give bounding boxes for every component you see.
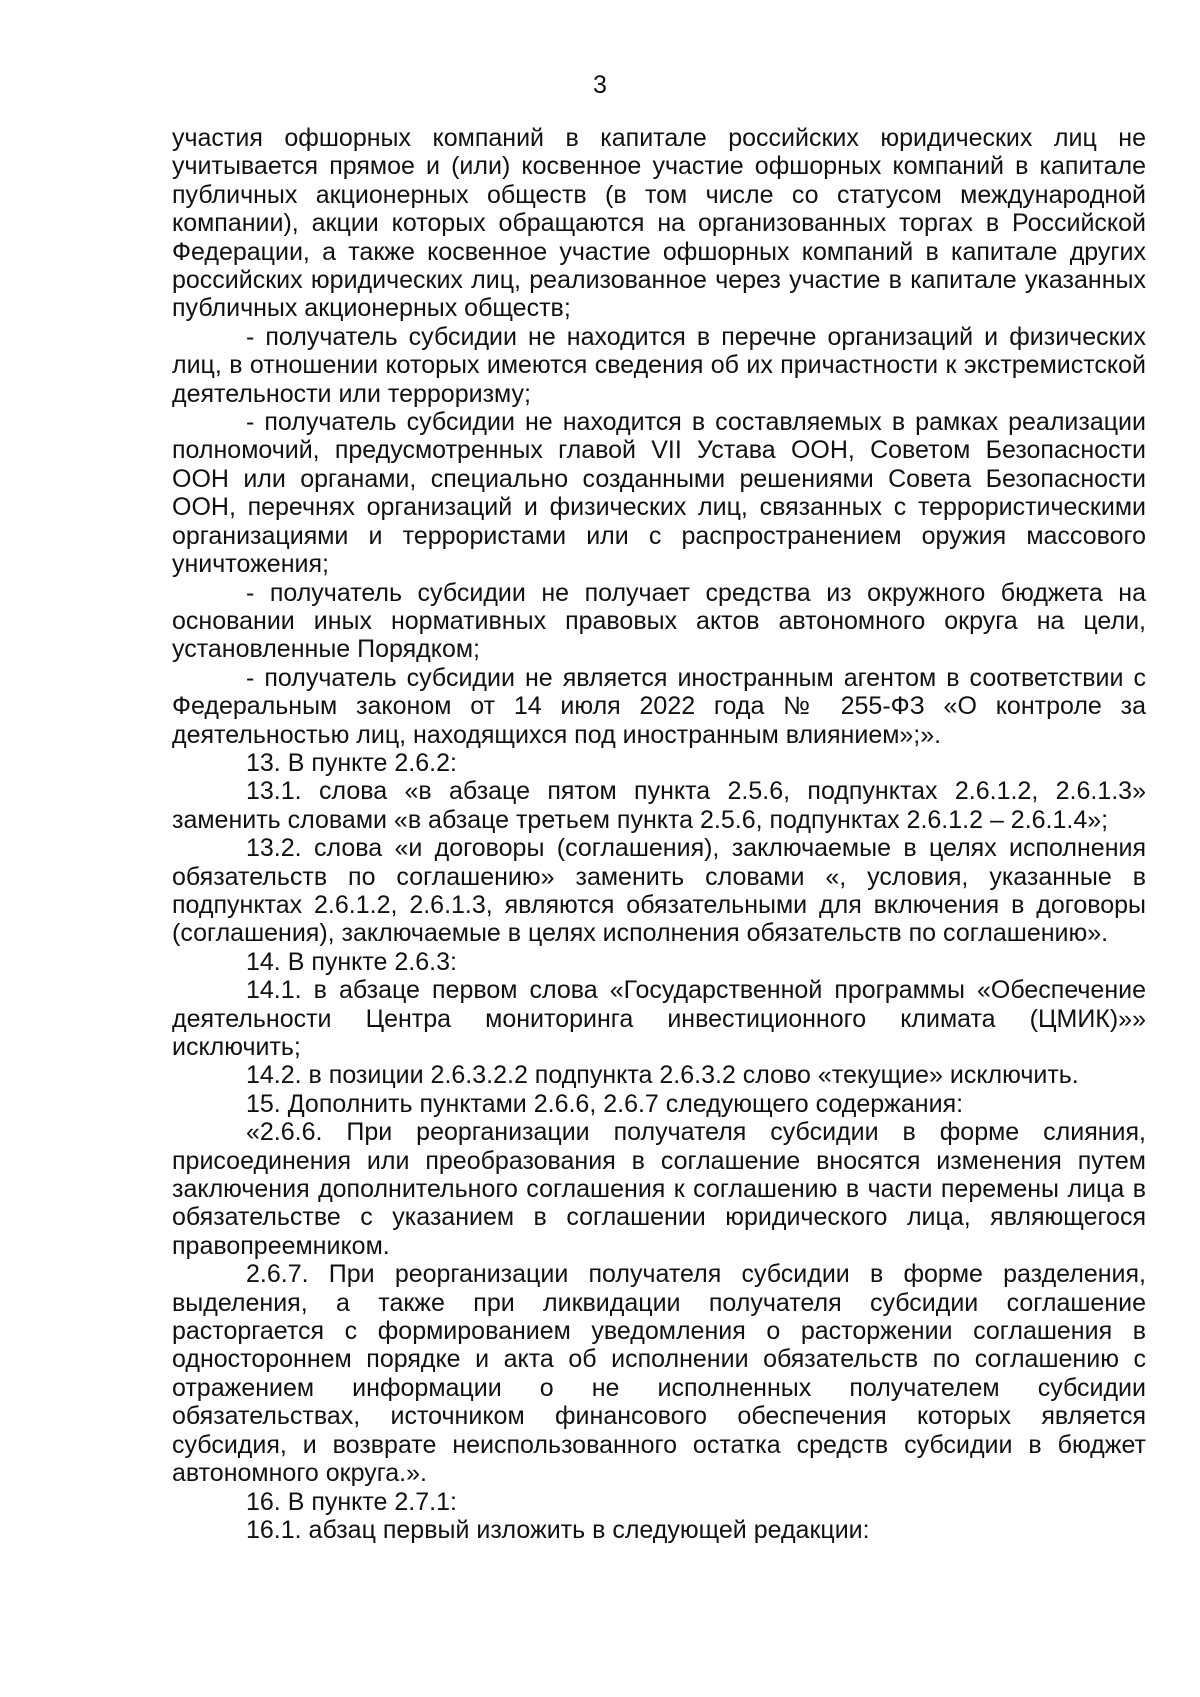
paragraph-item-13-2: 13.2. слова «и договоры (соглашения), заключаемые в целях исполнения обязательств по соглашению» заменить словами «, условия, указанные в подпунктах 2.6.1.2, 2.6.1.3, являются обязательными для включения в договоры (соглашения), заключаемые в целях исполнения обязательств по соглашению». xyxy=(172,834,1146,948)
document-body xyxy=(172,124,1146,1544)
paragraph-district-budget-funds: - получатель субсидии не получает средства из окружного бюджета на основании иных нормативных правовых актов автономного округа на цели, установленные Порядком; xyxy=(172,578,1146,664)
paragraph-item-16-1: 16.1. абзац первый изложить в следующей редакции: xyxy=(246,1515,870,1544)
paragraph-item-13-heading: 13. В пункте 2.6.2: xyxy=(246,748,457,777)
paragraph-item-16-heading: 16. В пункте 2.7.1: xyxy=(246,1487,457,1516)
paragraph-extremism-list: - получатель субсидии не находится в перечне организаций и физических лиц, в отношении которых имеются сведения об их причастности к экстремистской деятельности или терроризму; xyxy=(172,322,1146,408)
paragraph-foreign-agent: - получатель субсидии не является иностранным агентом в соответствии с Федеральным законом от 14 июля 2022 года № 255-ФЗ «О контроле за деятельностью лиц, находящихся под иностранным влиянием»;». xyxy=(172,663,1146,749)
paragraph-item-2-6-7: 2.6.7. При реорганизации получателя субсидии в форме разделения, выделения, а также при ликвидации получателя субсидии соглашение расторгается с формированием уведомления о расторжении соглашения в одностороннем порядке и акта об исполнении обязательств по соглашению с отражением информации о не исполненных получателем субсидии обязательствах, источником финансового обеспечения которых является субсидия, и возврате неиспользованного остатка средств субсидии в бюджет автономного округа.». xyxy=(172,1260,1146,1488)
page-number: 3 xyxy=(593,71,607,99)
paragraph-item-14-2: 14.2. в позиции 2.6.3.2.2 подпункта 2.6.3.2 слово «текущие» исключить. xyxy=(246,1061,1079,1090)
paragraph-item-13-1: 13.1. слова «в абзаце пятом пункта 2.5.6, подпунктах 2.6.1.2, 2.6.1.3» заменить словами «в абзаце третьем пункта 2.5.6, подпунктах 2.6.1.2 – 2.6.1.4»; xyxy=(172,777,1146,834)
paragraph-item-15-heading: 15. Дополнить пунктами 2.6.6, 2.6.7 следующего содержания: xyxy=(246,1089,964,1118)
paragraph-item-14-heading: 14. В пункте 2.6.3: xyxy=(246,947,457,976)
paragraph-item-14-1: 14.1. в абзаце первом слова «Государственной программы «Обеспечение деятельности Центра мониторинга инвестиционного климата (ЦМИК)»» исключить; xyxy=(172,976,1146,1061)
paragraph-un-security-council-list: - получатель субсидии не находится в составляемых в рамках реализации полномочий, предусмотренных главой VII Устава ООН, Советом Безопасности ООН или органами, специально созданными решениями Совета Безопасности ООН, перечнях организаций и физических лиц, связанных с террористическими организациями и террористами или с распространением оружия массового уничтожения; xyxy=(172,408,1146,579)
paragraph-item-2-6-6: «2.6.6. При реорганизации получателя субсидии в форме слияния, присоединения или преобразования в соглашение вносятся изменения путем заключения дополнительного соглашения к соглашению в части перемены лица в обязательстве с указанием в соглашении юридического лица, являющегося правопреемником. xyxy=(172,1118,1146,1260)
paragraph-offshore-participation: участия офшорных компаний в капитале российских юридических лиц не учитывается прямое и (или) косвенное участие офшорных компаний в капитале публичных акционерных обществ (в том числе со статусом международной компании), акции которых обращаются на организованных торгах в Российской Федерации, а также косвенное участие офшорных компаний в капитале других российских юридических лиц, реализованное через участие в капитале указанных публичных акционерных обществ; xyxy=(172,124,1146,323)
